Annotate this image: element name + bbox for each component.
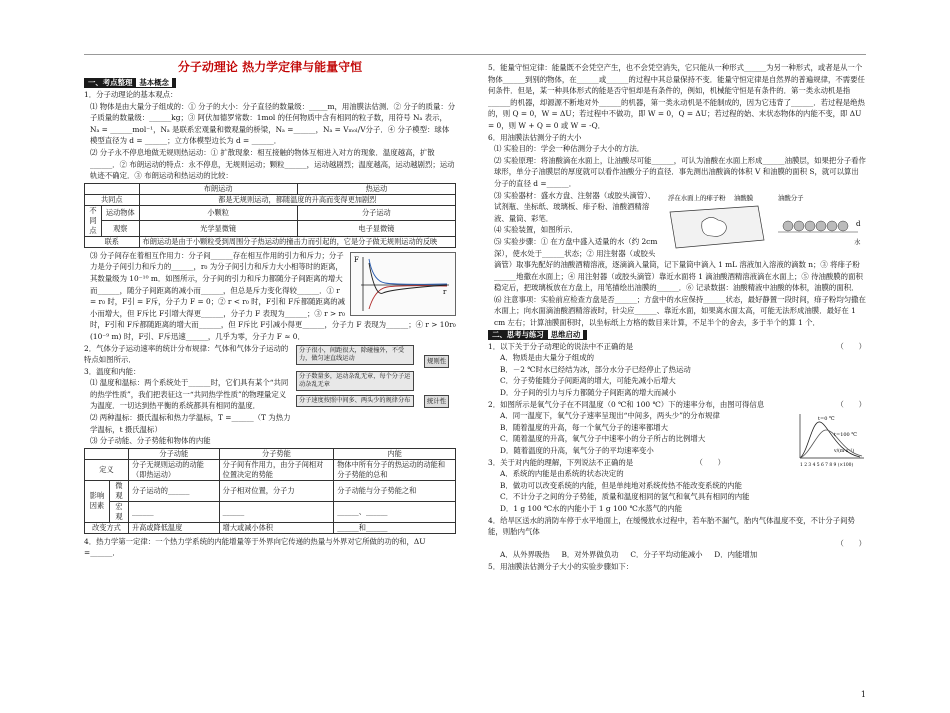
answer-paren: （ ）	[836, 399, 866, 409]
table-cell: 光学显微镜	[139, 221, 297, 237]
side-label-1: 规则性	[424, 355, 449, 369]
table-cell: 小颗粒	[139, 205, 297, 221]
table-cell: 分子间有作用力，由分子间相对位置决定的势能	[219, 459, 334, 480]
option: C．分子势能随分子间距离的增大，可能先减小后增大	[500, 376, 676, 386]
table-cell: 分子运动	[297, 205, 455, 221]
answer-paren: （ ）	[695, 457, 726, 467]
option: B．随着温度的升高，每一个氧气分子的速率都增大	[500, 422, 669, 432]
para: 5．能量守恒定律：能量既不会凭空产生，也不会凭空消失，它只能从一种形式______为另一种形式，或者是从一个物体______到别的物体，在______或______的过程中其总量保持不变．能量守恒定律是自然界的普遍规律，不需要任何条件．但是，某一种具体形式的能是否守恒却是有条件的，例如，机械能守恒是有条件的．第一类永动机是指______的机器，却源源不断地对外______的机器，第一类永动机是不能制成的，因为它违背了______．若过程是绝热的，则 Q = 0，W = ΔU；若过程中不做功，即 W = 0，Q = ΔU；若过程的始、末状态物体的内能不变，即 ΔU = 0，则 W + Q = 0 或 W = -Q．	[488, 63, 865, 130]
page-number: 1	[860, 690, 866, 699]
option: C．分子平均动能减小	[630, 550, 703, 560]
page-title: 分子动理论 热力学定律与能量守恒	[177, 60, 363, 74]
option: C．不计分子之间的分子势能，质量和温度相同的氢气和氧气具有相同的内能	[500, 492, 750, 502]
table-cell: 电子显微镜	[297, 221, 455, 237]
top-rule	[84, 54, 866, 55]
table-cell: ______和______	[334, 522, 456, 533]
axis-label-f: F	[354, 255, 359, 264]
option: B．做功可以改变系统的内能，但是单纯地对系统传热不能改变系统的内能	[500, 480, 742, 490]
para: ⑵ 实验原理：将油酸滴在水面上，让油酸尽可能______，可认为油酸在水面上形成______油膜层，如果把分子看作球形，单分子油膜层的厚度就可以看作油酸分子的直径．事先测出油酸滴的体积 V 和油膜的面积 S，就可以算出分子的直径 d =______．	[494, 155, 866, 188]
box-3: 分子速度按照中间多、两头少的规律分布	[296, 395, 414, 407]
para: ⑷ 实验装置，如图所示．	[494, 225, 578, 235]
table-cell: 宏观	[110, 501, 129, 522]
gas-feature-diagram	[296, 345, 456, 419]
para: ⑸ 实验步骤：① 在方盘中盛入适量的水（约 2cm 深），使水处于______状态；② 用注射器（或胶头滴管）取事先配好的油酸酒精溶液，逐滴滴入量筒，记下量筒中滴入 1 mL 溶液加入溶液的滴数 n；③ 将痱子粉______地撒在水面上；④ 用注射器（或胶头滴管）靠近水面将 1 滴油酸酒精溶液滴在水面上；⑤ 待油酸膜的面积稳定后，把玻璃板放在方盘上，用笔描绘出油膜的______．⑥ 记录数据：油酸精液中油酸的体积，油膜的面积．	[494, 236, 863, 293]
table-cell: 分子动能	[128, 448, 219, 459]
q3-stem: 3．关于对内能的理解，下列说法不正确的是	[488, 457, 634, 467]
para: ⑴ 实验目的：学会一种估测分子大小的方法．	[494, 144, 645, 154]
energy-table	[84, 448, 456, 534]
question-stem: 5．用油膜法估测分子大小的实验步骤如下：	[488, 561, 634, 571]
para: ⑹ 注意事项：实验前应检查方盘是否______；方盘中的水应保持______状态，最好静置一段时间，痱子粉均匀撒在水面上；向水面滴油酸酒精溶液时，针尖应______、靠近水面，如果离水面太高，可能无法形成油膜．最好在 1 cm 左右；计算油膜面积时，以坐标纸上方格的数目来计算，不足半个的舍去，多于半个的算 1 个．	[494, 294, 866, 328]
table-cell: 都是无规则运动，都随温度的升高而变得更加剧烈	[139, 194, 455, 205]
table-cell: 改变方式	[85, 522, 129, 533]
q1-stem: 1．以下关于分子动理论的说法中不正确的是	[488, 341, 634, 351]
table-cell: 热运动	[297, 183, 455, 194]
table-cell: 布朗运动	[139, 183, 297, 194]
para: 2．气体分子运动速率的统计分布规律：气体和气体分子运动的特点如图所示．	[84, 343, 289, 365]
repulsion-curve	[369, 259, 447, 284]
box-2: 分子数量多，运动杂乱无章，每个分子运动杂乱无章	[296, 371, 414, 391]
table-cell: ______、______	[334, 501, 456, 522]
para: 1．分子动理论的基本观点：	[84, 90, 178, 99]
table-cell: 观察	[102, 221, 140, 237]
section-label: 二、思考与练习	[492, 329, 544, 339]
table-cell: 分子相对位置，分子力	[219, 480, 334, 501]
table-cell: 分子动能与分子势能之和	[334, 480, 456, 501]
table-cell: 微观	[110, 480, 129, 501]
axis-label-r: r	[443, 287, 447, 296]
speed-svg	[796, 412, 866, 468]
option: A．物质是由大量分子组成的	[500, 353, 595, 363]
label-t1: t=0 ℃	[818, 416, 835, 423]
para: ⑶ 分子间存在着相互作用力：分子间______存在相互作用的引力和斥力；分子力是分子间引力和斥力的______，r₀ 为分子间引力和斥力大小相等时的距离，其数量级为 10⁻¹⁰ m．如图所示，分子间的引力和斥力都随分子间距离的增大而______，随分子间距离的减小而______，但总是斥力变化得较______．① r = r₀ 时，F引 = F斥，分子力 F = 0；② r < r₀ 时，F引和 F斥都随距离的减小而增大，但 F斥比 F引增大得更______，分子力 F 表现为______；③ r > r₀ 时，F引和 F斥都随距离的增大而______，但 F斥比 F引减小得更______，分子力 F 表现为______；④ r > 10r₀ (10⁻⁹ m) 时，F引、F斥迅速______，几乎为零，分子力 F ≈ 0．	[90, 250, 456, 341]
table-cell: ______	[128, 501, 219, 522]
molecule	[816, 221, 826, 231]
molecule-row	[783, 221, 848, 231]
question-stem	[488, 341, 866, 353]
molecule	[794, 221, 804, 231]
options-row	[488, 549, 866, 561]
brownian-table	[84, 183, 456, 248]
table-cell: 定义	[85, 459, 129, 480]
option: C．随着温度的升高，氧气分子中速率小的分子所占的比例增大	[500, 434, 706, 444]
para: ⑴ 物体是由大量分子组成的：① 分子的大小：分子直径的数量级：_____m，用油膜法估测．② 分子的质量：分子质量的数量级：______kg；③ 阿伏加德罗常数：1mol 的任何物质中含有相同的粒子数，用符号 Nₐ 表示，Nₐ = ______mol⁻¹，Nₐ 是联系宏观量和微观量的桥梁，Nₐ =______，Nₐ = Vₘₒₗ/V分子．④ 分子模型：球体模型直径为 d = ______；立方体模型边长为 d = ______．	[90, 101, 456, 146]
table-cell: 运动物体	[102, 205, 140, 221]
molecule	[783, 221, 793, 231]
option: D．分子间的引力与斥力都随分子间距离的增大而减小	[500, 388, 676, 398]
para: 3．温度和内能：	[84, 366, 141, 376]
answer-paren: （ ）	[836, 538, 866, 548]
section-header-2	[488, 330, 587, 340]
answer-paren: （ ）	[836, 341, 866, 351]
option: A．同一温度下，氧气分子速率呈现出“中间多，两头少”的分布规律	[500, 411, 720, 421]
table-cell: 共同点	[85, 194, 140, 205]
para: ⑶ 实验器材：盛水方盘、注射器（或胶头滴管）、试剂瓶、坐标纸、玻璃板、痱子粉、油酸酒精溶液、量筒、彩笔．	[494, 190, 656, 223]
option: A．系统的内能是由系统的状态决定的	[500, 469, 624, 479]
para: ⑶ 分子动能、分子势能和物体的内能	[90, 436, 211, 446]
para: ⑵ 分子永不停息地做无规则热运动：① 扩散现象：相互接触的物体互相进入对方的现象．温度越高，扩散______．② 布朗运动的特点：永不停息，无规则运动；颗粒______，运动越剧烈；温度越高，运动越剧烈；运动轨迹不确定．③ 布朗运动和热运动的比较：	[90, 147, 455, 181]
para: 6．用油膜法估测分子的大小	[488, 132, 582, 142]
speed-distribution-chart	[796, 412, 866, 468]
left-column	[84, 58, 456, 559]
table-cell: 内能	[334, 448, 456, 459]
label-d: d	[856, 219, 861, 228]
table-cell: 布朗运动是由于小颗粒受到周围分子热运动的撞击力而引起的，它是分子做无规则运动的反映	[139, 236, 455, 247]
section-label: 一、考点整理	[88, 78, 133, 87]
option: B．对外界做负功	[561, 550, 619, 560]
right-column	[488, 62, 866, 573]
box-1: 分子很小，间距很大，除碰撞外，不受力，做匀速直线运动	[296, 345, 414, 365]
table-cell: 影响因素	[85, 480, 110, 522]
table-cell: 分子势能	[219, 448, 334, 459]
apparatus-figure	[666, 192, 866, 254]
para: ⑴ 温度和温标：两个系统处于______时，它们具有某个“共同的热学性质”，我们把表征这一“共同热学性质”的物理量定义为温度．一切达到热平衡的系统都具有相同的温度．	[90, 378, 289, 411]
table-cell: 分子无规则运动的动能（即热运动）	[128, 459, 219, 480]
table-cell: 升高或降低温度	[128, 522, 219, 533]
option: B．－2 ℃时水已经结为冰，部分水分子已经停止了热运动	[500, 364, 691, 374]
option: D．1 g 100 ℃水的内能小于 1 g 100 ℃水蒸气的内能	[500, 503, 683, 513]
apparatus-svg	[666, 192, 866, 254]
label-powder: 浮在水面上的痱子粉	[668, 193, 726, 202]
table-cell: ______	[219, 501, 334, 522]
molecule	[838, 221, 848, 231]
label-x: v/(m·s⁻¹)	[834, 449, 855, 455]
section-tag: 基本概念	[136, 78, 172, 87]
force-graph-svg	[351, 253, 455, 315]
label-film: 油酸膜	[734, 193, 754, 202]
label-t2: t=100 ℃	[834, 432, 857, 439]
option: D．随着温度的升高，氧气分子的平均速率变小	[500, 446, 654, 455]
force-graph	[350, 252, 456, 316]
side-label-2: 统计性	[424, 395, 449, 409]
section-tag: 思维启动	[548, 330, 584, 339]
question-stem	[488, 399, 866, 411]
q2-stem: 2．如图所示是氧气分子在不同温度（0 ℃和 100 ℃）下的速率分布，由图可得信息	[488, 399, 765, 409]
para: 4．热力学第一定律：一个热力学系统的内能增量等于外界向它传递的热量与外界对它所做的功的和，ΔU =______．	[84, 536, 426, 558]
table-cell	[85, 448, 129, 459]
tick-labels: 1 2 3 4 5 6 7 8 9 (×100)	[800, 463, 854, 469]
molecule	[827, 221, 837, 231]
para: ⑵ 两种温标：摄氏温标和热力学温标，T =______（T 为热力学温标，t 摄氏温标）	[90, 413, 291, 434]
option: A．从外界吸热	[500, 550, 550, 560]
table-cell: 物体中所有分子的热运动的动能和分子势能的总和	[334, 459, 456, 480]
table-cell: 联系	[85, 236, 140, 247]
question-stem: 4．给旱区送水的消防车停于水平地面上，在缓慢放水过程中，若车胎不漏气，胎内气体温度不变，不计分子间势能，则胎内气体	[488, 515, 855, 537]
attraction-curve	[369, 285, 447, 308]
table-cell: 增大或减小体积	[219, 522, 334, 533]
net-force-curve	[369, 263, 447, 293]
table-cell: 不同点	[85, 205, 102, 236]
option: D．内能增加	[714, 550, 758, 560]
table-cell: 分子运动的______	[128, 480, 219, 501]
label-molecule: 油酸分子	[778, 193, 804, 202]
molecule	[805, 221, 815, 231]
section-header-1	[84, 78, 176, 88]
label-water: 水	[854, 237, 861, 246]
table-cell	[85, 183, 140, 194]
